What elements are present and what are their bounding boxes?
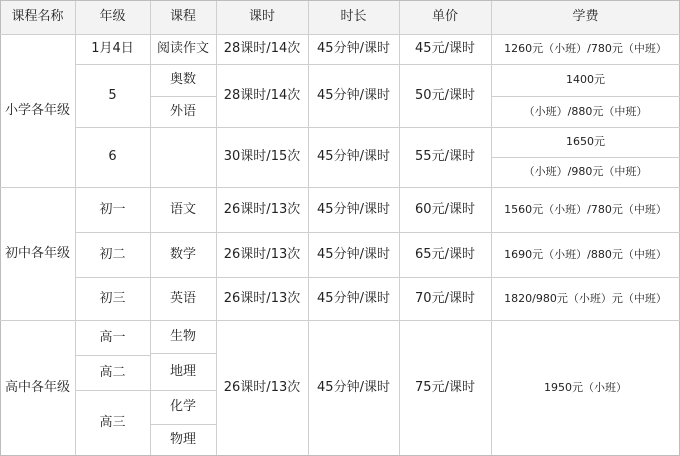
junior-row3-duration: 45分钟/课时 [317,290,390,306]
primary-row1-course: 阅读作文 [156,41,209,56]
junior-row3-course: 英语 [169,290,196,306]
primary-row3-duration: 45分钟/课时 [317,149,390,164]
primary-row3-lessons: 30课时/15次 [223,149,301,164]
junior-row1-course: 语文 [169,201,196,217]
header-course-name: 课程名称 [0,0,75,34]
primary-row3-grade: 6 [108,149,117,164]
senior-course-4: 物理 [169,432,196,447]
senior-course-3: 化学 [169,399,196,414]
primary-row2-grade: 5 [108,87,117,103]
primary-row2-course-a: 奥数 [169,72,196,87]
primary-row1-lessons: 28课时/14次 [223,41,301,56]
primary-row3-fee-bottom: （小班）/980元（中班） [523,165,648,178]
junior-row1-duration: 45分钟/课时 [317,201,390,217]
grid-line [0,0,680,1]
primary-row3-fee-top: 1650元 [566,135,605,148]
primary-row2-course-b: 外语 [169,103,196,119]
grid-line [75,127,680,128]
junior-row2-price: 65元/课时 [415,246,475,262]
grid-line [491,96,680,97]
senior-price: 75元/课时 [415,380,475,395]
grid-line [0,34,680,35]
primary-row1-price: 45元/课时 [415,41,475,56]
header-lessons: 课时 [216,0,308,34]
senior-course-1: 生物 [169,328,196,344]
grid-line [150,390,216,391]
junior-row1-fee: 1560元（小班）/780元（中班） [504,202,667,216]
junior-row1-grade: 初一 [99,201,126,217]
grid-line [0,320,680,321]
junior-row3-fee: 1820/980元（小班）元（中班） [504,291,667,305]
group-primary: 小学各年级 [4,102,70,118]
grid-line [308,0,309,456]
senior-grade-1: 高一 [99,329,126,345]
grid-line [150,424,216,425]
primary-row3-course [150,127,216,187]
grid-line [0,187,680,188]
junior-row3-price: 70元/课时 [415,290,475,306]
senior-lessons: 26课时/13次 [223,380,301,395]
senior-grade-2: 高二 [99,364,126,380]
junior-row1-lessons: 26课时/13次 [223,201,301,217]
grid-line [75,355,150,356]
group-senior: 高中各年级 [4,380,70,395]
junior-row2-course: 数学 [169,246,196,262]
grid-line [216,0,217,456]
primary-row3-price: 55元/课时 [415,149,475,164]
grid-line [75,277,680,278]
primary-row2-lessons: 28课时/14次 [223,87,301,103]
header-unit-price: 单价 [399,0,491,34]
header-duration: 时长 [308,0,399,34]
grid-line [75,390,150,391]
header-course: 课程 [150,0,216,34]
grid-line [150,96,216,97]
senior-fee: 1950元（小班） [544,381,627,394]
primary-row1-fee: 1260元（小班）/780元（中班） [504,42,667,55]
grid-line [150,0,151,456]
header-tuition: 学费 [491,0,680,34]
junior-row2-duration: 45分钟/课时 [317,246,390,262]
primary-row2-duration: 45分钟/课时 [317,87,390,103]
senior-duration: 45分钟/课时 [317,380,390,395]
header-grade: 年级 [75,0,150,34]
grid-line [399,0,400,456]
junior-row2-fee: 1690元（小班）/880元（中班） [504,247,667,261]
grid-line [491,0,492,456]
primary-row2-price: 50元/课时 [415,87,475,103]
grid-line [0,0,1,456]
primary-row2-fee-bottom: （小班）/880元（中班） [523,104,648,118]
junior-row2-grade: 初二 [99,246,126,262]
grid-line [75,0,76,456]
group-junior: 初中各年级 [4,245,70,261]
primary-row2-fee-top: 1400元 [566,73,605,86]
senior-grade-3: 高三 [99,415,126,430]
junior-row3-grade: 初三 [99,290,126,306]
junior-row2-lessons: 26课时/13次 [223,246,301,262]
grid-line [491,157,680,158]
senior-course-2: 地理 [169,363,196,379]
junior-row3-lessons: 26课时/13次 [223,290,301,306]
grid-line [75,232,680,233]
primary-row1-grade: 1月4日 [91,41,134,56]
junior-row1-price: 60元/课时 [415,201,475,217]
grid-line [150,353,216,354]
grid-line [75,64,680,65]
primary-row1-duration: 45分钟/课时 [317,41,390,56]
